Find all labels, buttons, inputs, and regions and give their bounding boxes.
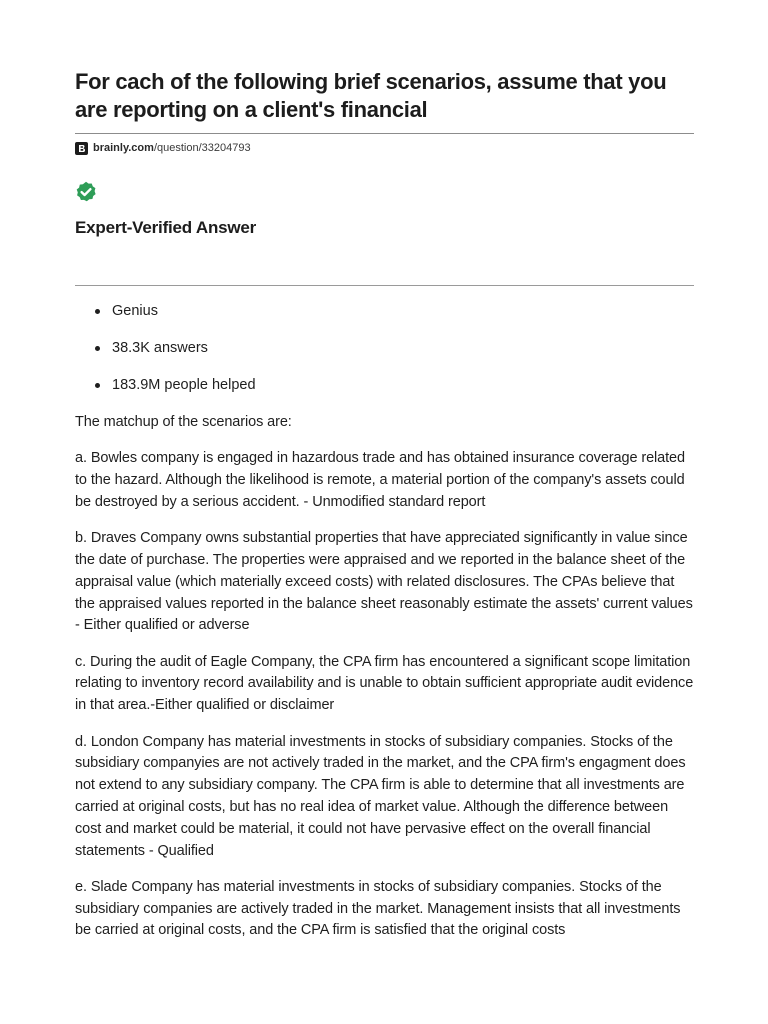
answer-paragraph: d. London Company has material investments in stocks of subsidiary companies. Stocks of the subsidiary companyies are not actively traded in the market, and the CPA firm's engagment does not extend to any subsidiary company. The CPA firm is able to determine that all investments are carried at original costs, but has no real idea of market value. Although the difference between cost and market could be material, it could not have pervasive effect on the overall financial statements - Qualified	[75, 733, 686, 859]
source-domain[interactable]: brainly.com	[93, 142, 154, 154]
section-divider	[75, 285, 694, 286]
document-page	[75, 68, 694, 957]
answer-paragraph: b. Draves Company owns substantial properties that have appreciated significantly in value since the date of purchase. The properties were appraised and we reported in the balance sheet of the appraisal value (which materially exceed costs) with related disclosures. The CPAs believe that the appraised values reported in the balance sheet reasonably estimate the assets' current values - Either qualified or adverse	[75, 530, 693, 634]
page-title: For cach of the following brief scenarios, assume that you are reporting on a client's financial	[75, 69, 667, 122]
answer-paragraph: c. During the audit of Eagle Company, the CPA firm has encountered a significant scope limitation relating to inventory record availability and is unable to obtain sufficient appropriate audit evidence in that area.-Either qualified or disclaimer	[75, 653, 694, 714]
title-divider	[75, 133, 694, 134]
list-item: 38.3K answers	[112, 338, 694, 358]
source-path[interactable]: /question/33204793	[153, 142, 251, 154]
answerer-stats-list	[75, 301, 694, 395]
verified-check-icon	[75, 181, 97, 203]
answer-paragraph: e. Slade Company has material investments in stocks of subsidiary companies. Stocks of the subsidiary companies are actively traded in the market. Management insists that all investments be carried at original costs, and the CPA firm is satisfied that the original costs	[75, 878, 681, 939]
answer-paragraph: The matchup of the scenarios are:	[75, 414, 292, 430]
answer-paragraph: a. Bowles company is engaged in hazardous trade and has obtained insurance coverage related to the hazard. Although the likelihood is remote, a material portion of the company's assets could be destroyed by a serious accident. - Unmodified standard report	[75, 450, 685, 510]
source-link[interactable]	[75, 140, 694, 156]
list-item: 183.9M people helped	[112, 375, 694, 395]
answer-body	[75, 412, 694, 942]
list-item: Genius	[112, 301, 694, 321]
section-heading: Expert-Verified Answer	[75, 218, 257, 237]
brainly-logo-icon	[75, 142, 88, 155]
